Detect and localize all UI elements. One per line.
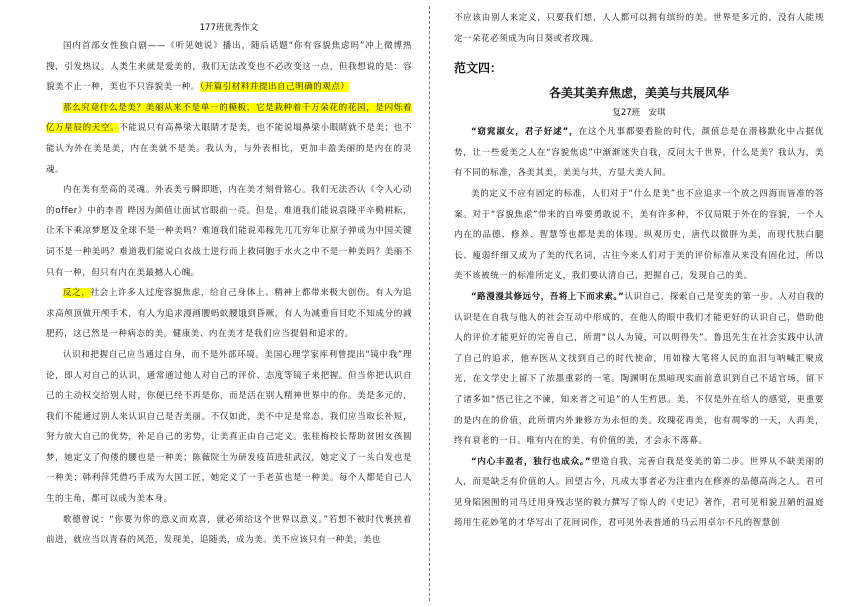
paragraph-1-text: 国内首部女性独白剧——《听见她说》播出，随后话题“你有容貌焦虑吗”冲上微博热搜，引发热议。人类生来就是爱美的，我们无法改变也不必改变这一点，但我想说的是：容貌美不止一种，美也不只容貌美一种。 bbox=[46, 41, 412, 93]
continued-paragraph: 不应该由别人来定义，只要我们想，人人都可以拥有缤纷的美。世界是多元的，没有人能规定一朵花必须成为向日葵或者玫瑰。 bbox=[454, 13, 824, 44]
paragraph-5: 认识和把握自己应当通过自身，而不是外部环境。美国心理学家库利曾提出“镜中我”理论，即人对自己的认识，通常通过他人对自己的评价、态度等镜子来把握。但当你把认识自己的主动权交给别人时，你便已经不再是你，而是活在别人精神世界中的你。美是多元的，我们不能通过别人来认识自己是否美丽。不仅如此，美不中足是常态，我们应当取长补短，努力放大自己的优势，补足自己的劣势，让美真正由自己定义。张桂梅校长帮助贫困女孩圆梦，她定义了佝偻的腰也是一种美；陈薇院士为研发疫苗进驻武汉，她定义了一头白发也是一种美；韩利萍凭借巧手成为大国工匠，她定义了一手老茧也是一种美。每个人都是自己人生的主角，都可以成为美本身。 bbox=[46, 349, 412, 505]
highlighted-word: 反之， bbox=[63, 288, 91, 299]
left-page bbox=[0, 0, 428, 607]
section-heading: 范文四： bbox=[454, 61, 503, 76]
essay-paragraph-3-text: 认识自己，探索自己是变美的第一步。人对自我的认识是在自我与他人的社会互动中形成的，在他人的眼中我们才能更好的认识自己，借助他人的评价才能更好的完善自己，所谓“以人为镜，可以明得失”。鲁迅先生在社会实践中认清了自己的追求，他弃医从文找到自己的时代使命，用如椽大笔将人民的血泪与呐喊汇聚成光，在文学史上留下了浓墨重彩的一笔。陶渊明在黑暗现实面前意识到自己不适官场，留下了诸多如“悟已往之不谏，知来者之可追”的人生哲思。美，不仅是外在给人的感觉，更重要的是内在的价值，此所谓内外兼修方为永恒的美。玫瑰花再美，也有凋零的一天，人再美，终有衰老的一日。唯有内在的美，有价值的美，才会永不落幕。 bbox=[454, 291, 824, 447]
paragraph-4 bbox=[46, 283, 412, 345]
quote-2: “路漫漫其修远兮，吾将上下而求索。” bbox=[471, 291, 625, 302]
paragraph-4-text: 社会上许多人过度容貌焦虑，给自己身体上、精神上都带来极大创伤。有人为追求高颅顶做开颅手术，有人为追求漫画腰蚂蚁腰饿到昏厥，有人为减重盲目吃不知成分的减肥药，这已然是一种病态的美。健康美、内在美才是我们应当提倡和追求的。 bbox=[46, 288, 412, 340]
paragraph-1 bbox=[46, 36, 412, 98]
essay-title: 各美其美弃焦虑，美美与共展风华 bbox=[548, 86, 729, 101]
essay-paragraph-3 bbox=[454, 287, 824, 452]
class-title: 177班优秀作文 bbox=[199, 23, 259, 33]
quote-3: “内心丰盈者，独行也成众。” bbox=[471, 456, 592, 467]
highlighted-sentence: 那么究竟什么是美？美丽从来不是单一的模板，它是栽种着千万朵花的花园，是闪烁着亿万星辰的天空。 bbox=[46, 102, 412, 134]
paragraph-2 bbox=[46, 98, 412, 180]
page-divider bbox=[429, 6, 430, 601]
right-page bbox=[432, 0, 860, 607]
essay-paragraph-1-text: 在这个凡事都要看脸的时代，颜值总是在潜移默化中占据优势，让一些爱美之人在“容貌焦虑”中渐渐迷失自我，反问大千世界，什么是美？我认为，美有不同的标准，各美其美，美美与共，方显大美人间。 bbox=[454, 127, 824, 179]
paragraph-3: 内在美有至高的灵魂。外表美亏瞬即逝，内在美才刻骨铭心。我们无法否认《令人心动的offer》中的李晋 晔因为颜值让面试官眼前一亮。但是，难道我们能说袁隆平辛勤耕耘，让禾下乘凉梦愿及全球不是一种美吗？难道我们能说邓稼先兀兀穷年让原子弹成为中国关键词不是一种美吗？难道我们能说白衣战士逆行而上救同胞于水火之中不是一种美吗？美丽不只有一种，但只有内在美最撼人心魄。 bbox=[46, 185, 412, 278]
paragraph-2-text: 不能说只有高鼻梁大眼睛才是美，也不能说塌鼻梁小眼睛就不是美；也不能认为外在美是美，内在美就不是美。我认为，与外表相比，更加丰盈美丽的是内在的灵魂。 bbox=[46, 123, 412, 175]
essay-paragraph-4 bbox=[454, 452, 824, 534]
annotation-note: （开篇引材料并提出自己明确的观点） bbox=[199, 82, 350, 93]
essay-paragraph-4-text: 塑造自我，完善自我是变美的第二步。世界从不缺美丽的人，而是缺乏有价值的人。回望古今，凡成大事者必为注重内在修养的品德高尚之人。君可见身陷困囿的司马迁用身残志坚的毅力撰写了惊人的《史记》著作，君可见相貌丑陋的温庭筠用生花妙笔的才华写出了花间词作，君可见外表普通的马云用卓尔不凡的智慧创 bbox=[454, 456, 824, 529]
quote-1: “窈窕淑女，君子好逑”， bbox=[471, 127, 579, 138]
essay-paragraph-2: 美的定义不应有固定的标准，人们对于“什么是美”也不应追求一个放之四海而皆准的答案。对于“容貌焦虑”带来的自卑要勇敢说不，美有许多种，不仅局限于外在的容貌，一个人内在的品德、修养、智慧等也都是美的体现。纵观历史，唐代以微胖为美，而现代肤白腿长、瘦弱纤细又成为了美的代名词，古往今来人们对于美的评价标准从来没有固化过，所以美不该被统一的标准所定义，我们要认清自己，把握自己，发现自己的美。 bbox=[454, 188, 824, 282]
essay-author: 复27班 安琪 bbox=[612, 108, 666, 119]
essay-paragraph-1 bbox=[454, 122, 824, 184]
paragraph-6: 歌德曾说：“你要为你的意义而欢喜，就必须给这个世界以意义。”若想不被时代裹挟着前进，就应当以青春的风范，发现美，追随美，成为美。美不应该只有一种美，美也 bbox=[46, 514, 412, 546]
